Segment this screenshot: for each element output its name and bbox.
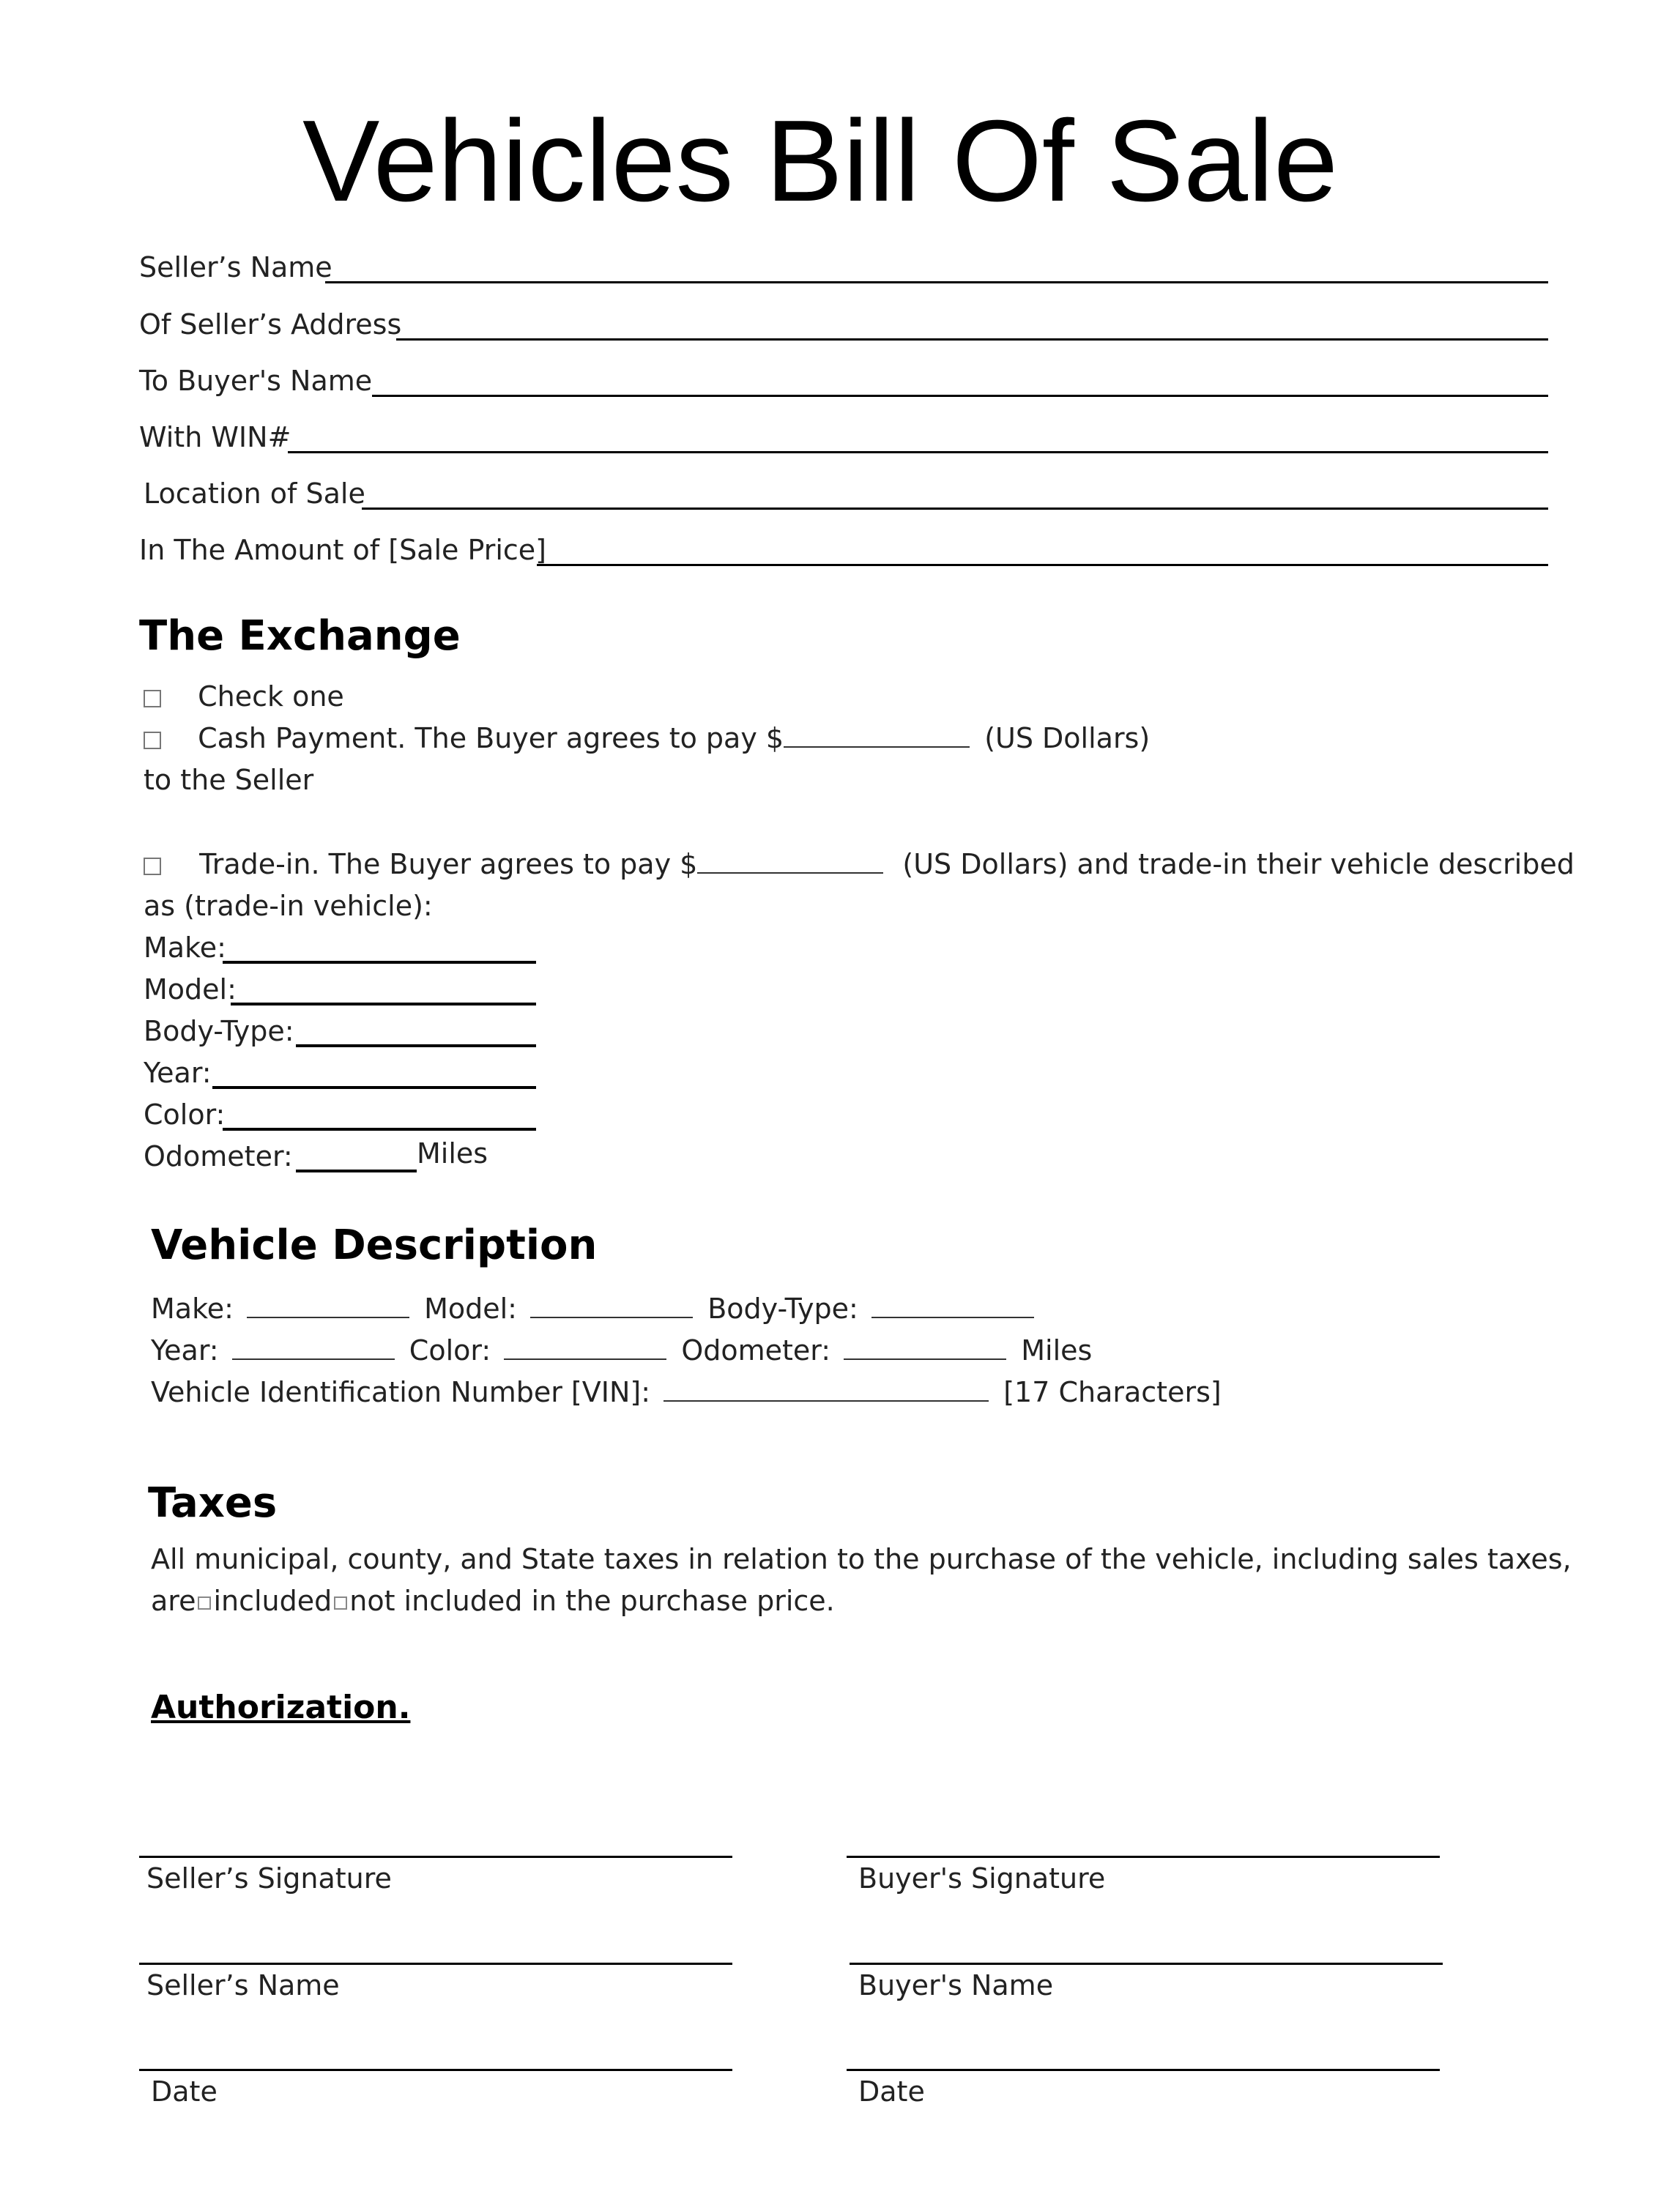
buyer-name-line[interactable]	[850, 1963, 1443, 1965]
vehicle-model-label: Model:	[424, 1293, 517, 1325]
taxes-not-included-checkbox[interactable]	[334, 1596, 347, 1610]
vehicle-description-heading: Vehicle Description	[151, 1222, 598, 1269]
cash-currency-label: (US Dollars)	[984, 722, 1151, 754]
seller-address-label: Of Seller’s Address	[139, 308, 402, 341]
vehicle-odometer-label: Odometer:	[681, 1334, 831, 1367]
trade-in-amount-field[interactable]	[697, 850, 883, 874]
buyer-signature-line[interactable]	[847, 1856, 1440, 1858]
seller-date-line[interactable]	[139, 2069, 732, 2071]
vehicle-vin-note: [17 Characters]	[1003, 1376, 1222, 1408]
seller-name-sign-label: Seller’s Name	[146, 1969, 340, 2001]
vehicle-body-type-label: Body-Type:	[707, 1293, 858, 1325]
location-field[interactable]	[362, 508, 1548, 510]
trade-model-label: Model:	[144, 973, 237, 1005]
check-one-row	[144, 678, 344, 715]
trade-make-field[interactable]	[223, 961, 536, 964]
taxes-heading: Taxes	[148, 1479, 278, 1527]
trade-model-field[interactable]	[231, 1003, 536, 1005]
taxes-line-1: All municipal, county, and State taxes in relation to the purchase of the vehicle, including sales taxes,	[151, 1543, 1572, 1575]
trade-body-type-field[interactable]	[296, 1044, 536, 1047]
trade-color-label: Color:	[144, 1098, 226, 1131]
buyer-name-field[interactable]	[372, 395, 1548, 397]
seller-name-line[interactable]	[139, 1963, 732, 1965]
vehicle-color-field[interactable]	[504, 1337, 666, 1360]
vehicle-vin-label: Vehicle Identification Number [VIN]:	[151, 1376, 651, 1408]
vehicle-make-field[interactable]	[247, 1295, 409, 1318]
vehicle-odometer-field[interactable]	[844, 1337, 1006, 1360]
taxes-line-2	[151, 1583, 835, 1619]
cash-payment-label: Cash Payment. The Buyer agrees to pay $	[198, 722, 784, 754]
seller-name-label: Seller’s Name	[139, 251, 332, 283]
seller-address-field[interactable]	[396, 338, 1548, 341]
exchange-heading: The Exchange	[139, 612, 461, 660]
seller-signature-label: Seller’s Signature	[146, 1862, 392, 1895]
trade-in-row	[144, 846, 1575, 882]
amount-label: In The Amount of [Sale Price]	[139, 534, 547, 566]
trade-odometer-label: Odometer:	[144, 1140, 293, 1172]
taxes-are-label: are	[151, 1585, 196, 1617]
vehicle-color-label: Color:	[409, 1334, 491, 1367]
buyer-date-label: Date	[858, 2075, 925, 2108]
buyer-name-label: To Buyer's Name	[139, 365, 373, 397]
trade-in-continuation: as (trade-in vehicle):	[144, 890, 433, 922]
cash-payment-row	[144, 720, 1150, 757]
vehicle-model-field[interactable]	[530, 1295, 693, 1318]
win-label: With WIN#	[139, 421, 291, 453]
vehicle-row-3	[151, 1374, 1222, 1410]
buyer-signature-label: Buyer's Signature	[858, 1862, 1106, 1895]
seller-signature-line[interactable]	[139, 1856, 732, 1858]
trade-miles-label: Miles	[417, 1137, 488, 1170]
trade-in-currency-label: (US Dollars) and trade-in their vehicle described	[902, 848, 1575, 880]
page-title: Vehicles Bill Of Sale	[302, 97, 1338, 226]
vehicle-row-1	[151, 1290, 1034, 1327]
vehicle-row-2	[151, 1332, 1092, 1369]
trade-in-checkbox[interactable]	[144, 858, 161, 875]
taxes-included-checkbox[interactable]	[198, 1596, 211, 1610]
vehicle-miles-label: Miles	[1021, 1334, 1093, 1367]
taxes-included-label: included	[213, 1585, 332, 1617]
trade-year-label: Year:	[144, 1057, 212, 1089]
trade-odometer-field[interactable]	[296, 1170, 417, 1172]
vehicle-body-type-field[interactable]	[871, 1295, 1034, 1318]
vehicle-make-label: Make:	[151, 1293, 234, 1325]
vehicle-year-field[interactable]	[232, 1337, 395, 1360]
check-one-checkbox[interactable]	[144, 690, 161, 707]
cash-payment-continuation: to the Seller	[144, 764, 314, 796]
location-label: Location of Sale	[144, 477, 365, 510]
vehicle-year-label: Year:	[151, 1334, 219, 1367]
seller-name-field[interactable]	[325, 281, 1548, 283]
buyer-date-line[interactable]	[847, 2069, 1440, 2071]
cash-payment-checkbox[interactable]	[144, 732, 161, 749]
trade-body-type-label: Body-Type:	[144, 1015, 294, 1047]
authorization-heading: Authorization.	[151, 1689, 411, 1726]
vehicle-vin-field[interactable]	[664, 1378, 989, 1402]
trade-make-label: Make:	[144, 932, 226, 964]
trade-color-field[interactable]	[223, 1128, 536, 1131]
win-field[interactable]	[288, 451, 1548, 453]
trade-year-field[interactable]	[212, 1086, 536, 1089]
taxes-not-included-label: not included in the purchase price.	[349, 1585, 835, 1617]
seller-date-label: Date	[151, 2075, 218, 2108]
check-one-label: Check one	[198, 680, 344, 713]
trade-in-label: Trade-in. The Buyer agrees to pay $	[199, 848, 698, 880]
buyer-name-sign-label: Buyer's Name	[858, 1969, 1054, 2001]
cash-amount-field[interactable]	[784, 724, 970, 748]
amount-field[interactable]	[537, 564, 1548, 566]
